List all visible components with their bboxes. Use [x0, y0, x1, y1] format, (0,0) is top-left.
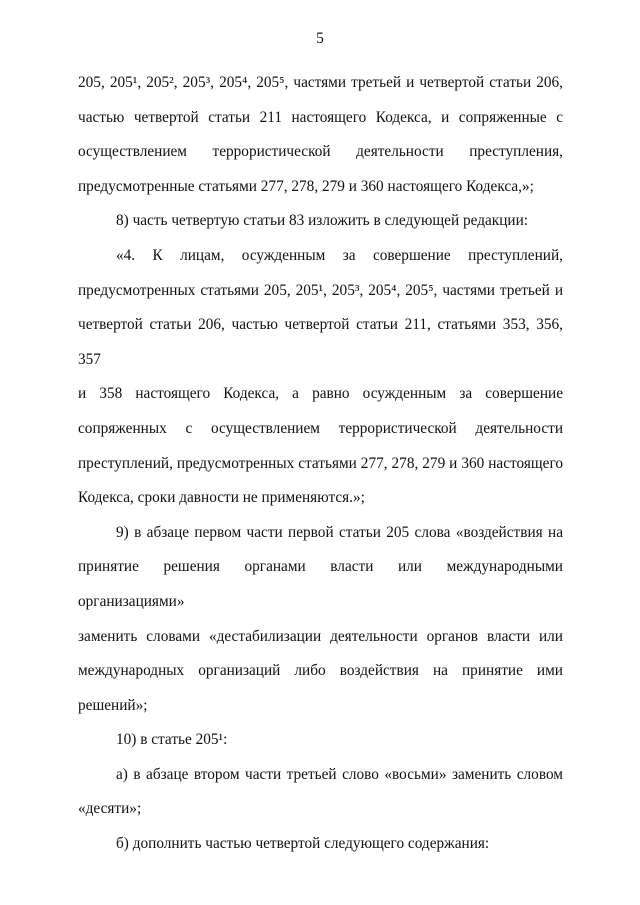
- text-line: преступлений, предусмотренных статьями 277, 278, 279 и 360 настоящего: [78, 454, 563, 472]
- text-line: а) в абзаце втором части третьей слово «восьми» заменить словом: [116, 765, 563, 783]
- document-body: [78, 66, 563, 862]
- paragraph-item-10a: [78, 758, 563, 827]
- page-number: 5: [316, 30, 324, 47]
- text-line: четвертой статьи 206, частью четвертой статьи 211, статьями 353, 356, 357: [78, 316, 563, 368]
- paragraph-continuation: [78, 66, 563, 204]
- text-line: частью четвертой статьи 211 настоящего Кодекса, и сопряженные с: [78, 108, 563, 126]
- text-line: «4. К лицам, осужденным за совершение преступлений,: [116, 246, 563, 264]
- text-line: международных организаций либо воздействия на принятие ими: [78, 662, 563, 680]
- paragraph-item-10: [78, 723, 563, 758]
- text-line: б) дополнить частью четвертой следующего содержания:: [116, 835, 490, 853]
- text-line: «десяти»;: [78, 800, 142, 818]
- paragraph-item-8: [78, 204, 563, 239]
- text-line: 9) в абзаце первом части первой статьи 205 слова «воздействия на: [116, 523, 563, 541]
- text-line: решений»;: [78, 696, 148, 714]
- paragraph-item-9: [78, 516, 563, 724]
- text-line: 8) часть четвертую статьи 83 изложить в следующей редакции:: [116, 212, 529, 230]
- text-line: 10) в статье 205¹:: [116, 731, 228, 749]
- text-line: предусмотренные статьями 277, 278, 279 и 360 настоящего Кодекса,»;: [78, 177, 534, 195]
- paragraph-quote-4: [78, 239, 563, 516]
- text-line: предусмотренных статьями 205, 205¹, 205³, 205⁴, 205⁵, частями третьей и: [78, 281, 563, 299]
- text-line: Кодекса, сроки давности не применяются.»;: [78, 489, 365, 507]
- text-line: и 358 настоящего Кодекса, а равно осужденным за совершение: [78, 385, 563, 403]
- paragraph-item-10b: [78, 827, 563, 862]
- text-line: 205, 205¹, 205², 205³, 205⁴, 205⁵, частями третьей и четвертой статьи 206,: [78, 74, 563, 91]
- text-line: заменить словами «дестабилизации деятельности органов власти или: [78, 627, 563, 645]
- text-line: осуществлением террористической деятельности преступления,: [78, 143, 563, 161]
- text-line: сопряженных с осуществлением террористической деятельности: [78, 419, 563, 437]
- text-line: принятие решения органами власти или международными организациями»: [78, 558, 563, 610]
